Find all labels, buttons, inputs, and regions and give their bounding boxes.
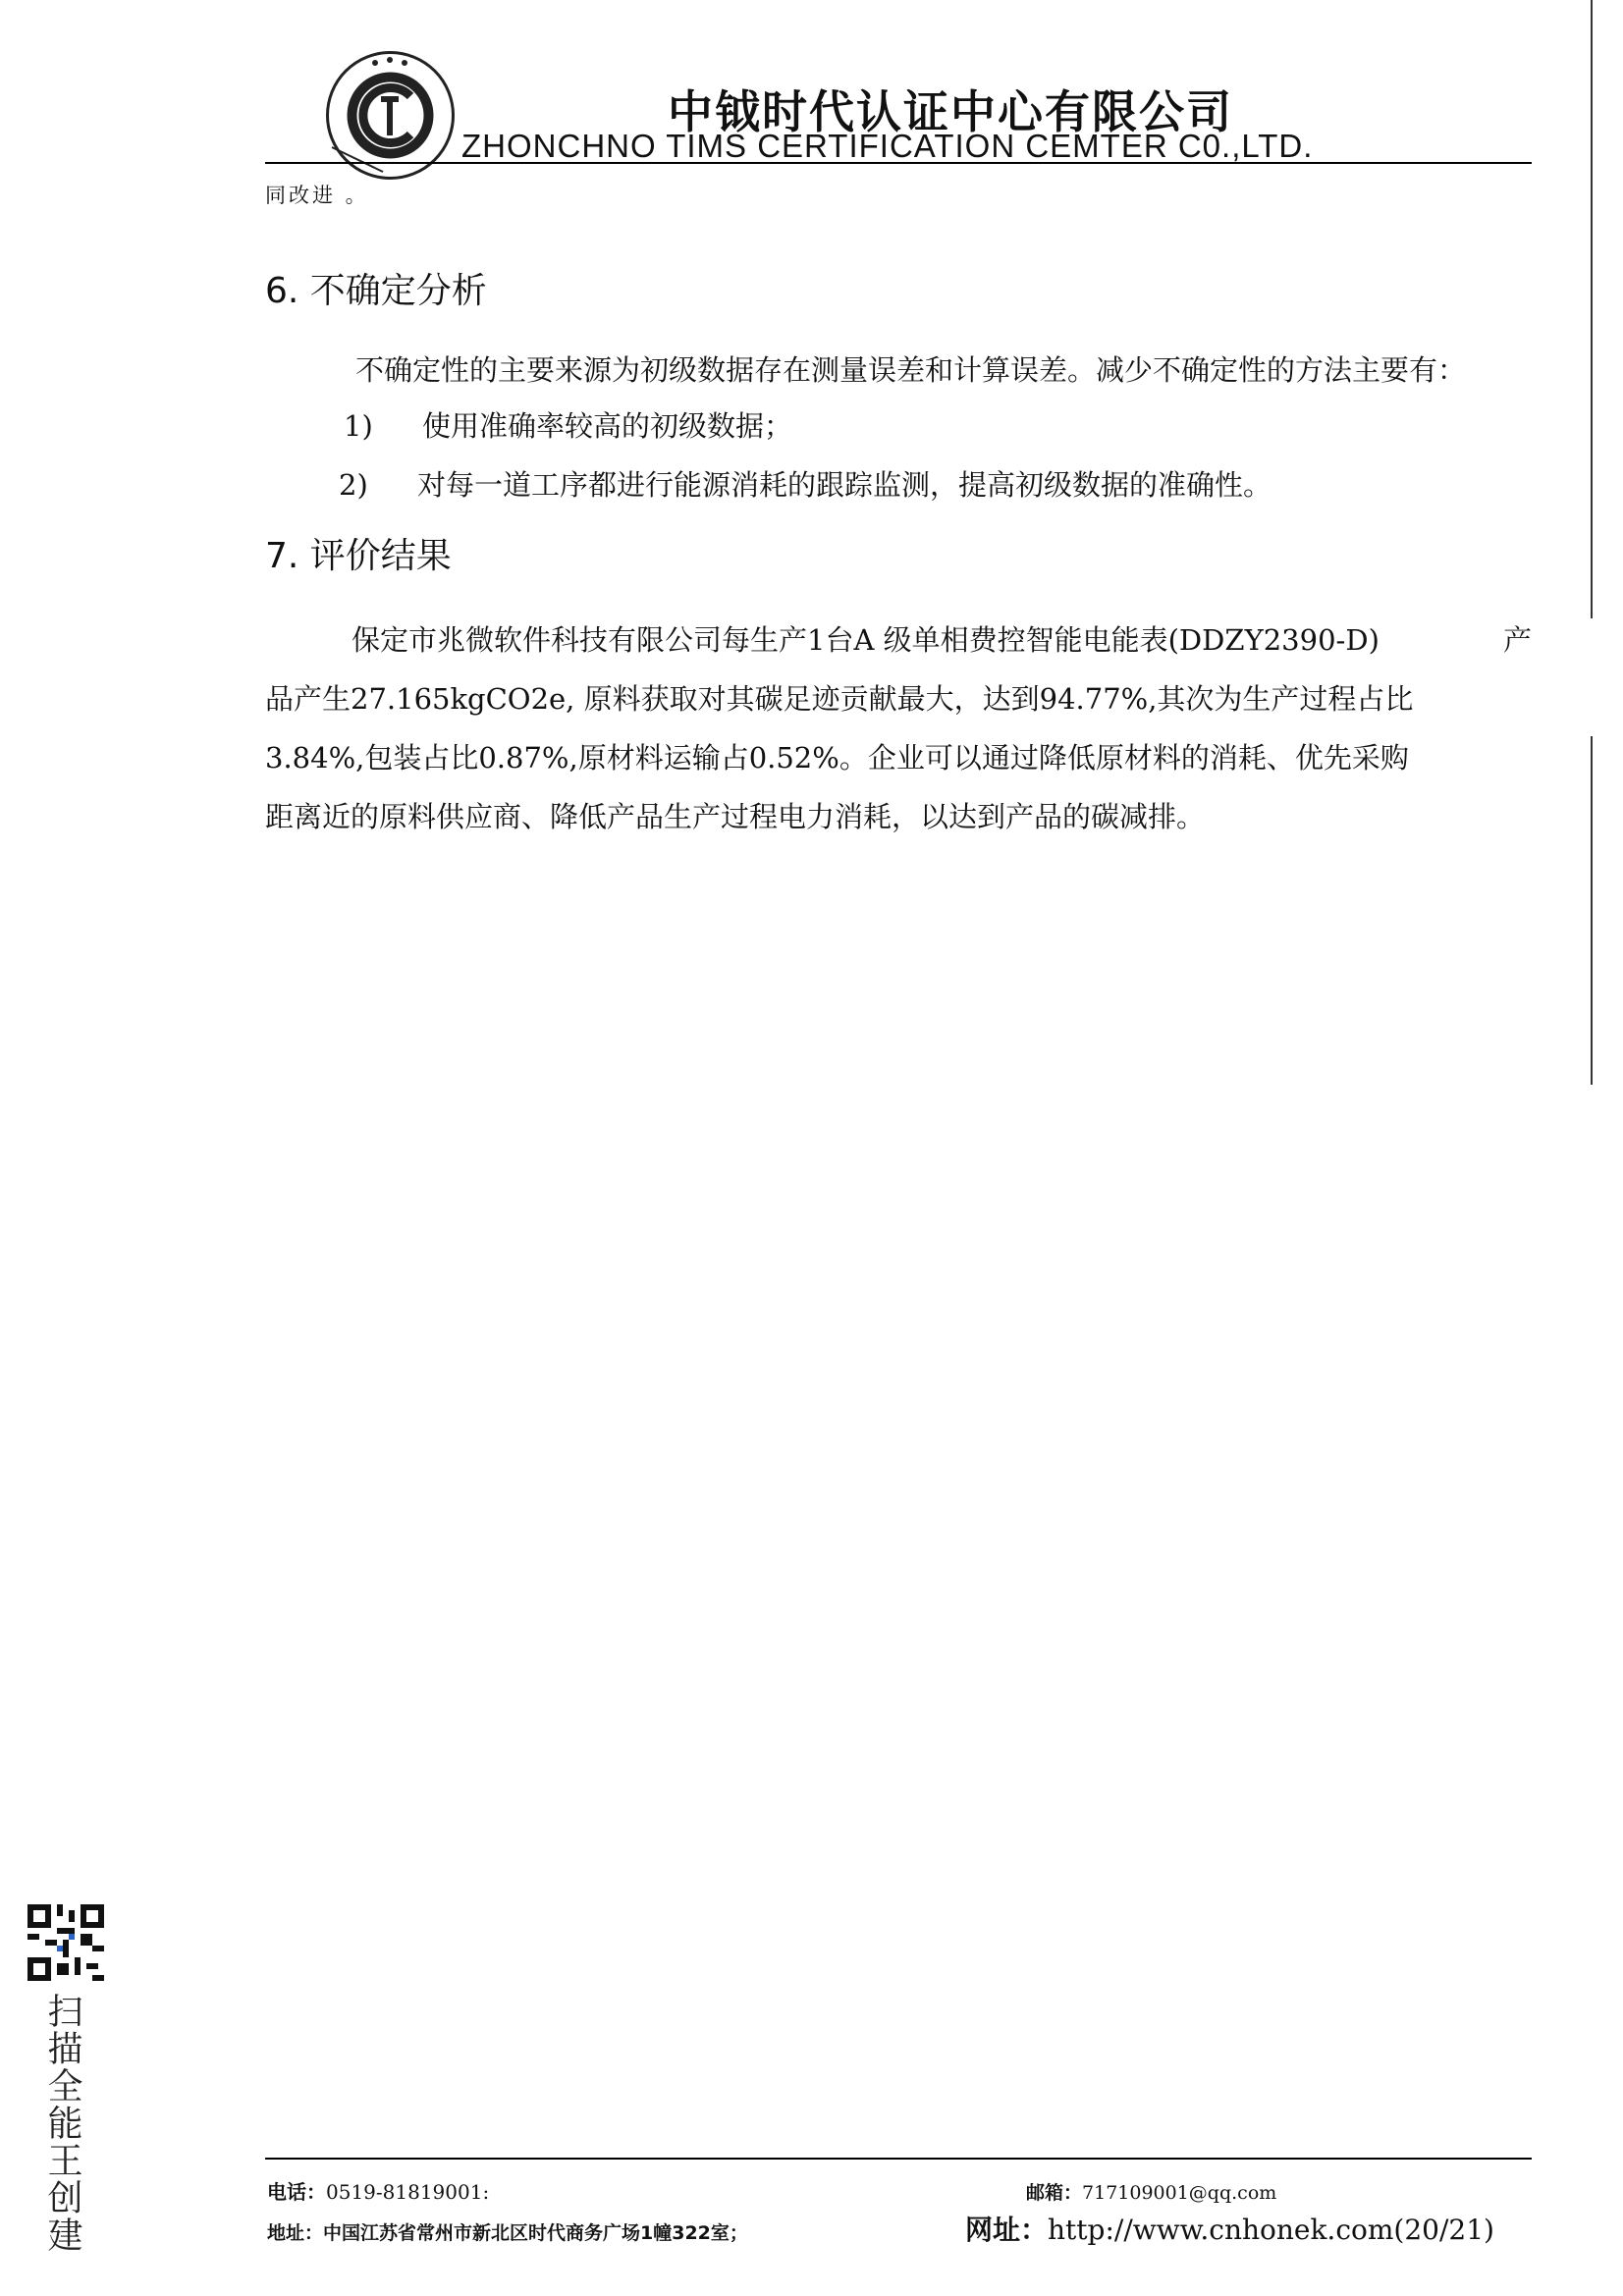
paragraph-line: 距离近的原料供应商、降低产品生产过程电力消耗，以达到产品的碳减排。 — [265, 800, 1206, 833]
margin-line — [1591, 0, 1593, 618]
footer-email — [1026, 2178, 1276, 2205]
footer-website — [965, 2209, 1494, 2248]
company-name-en: ZHONCHNO TIMS CERTIFICATION CEMTER C0.,LTD. — [461, 128, 1314, 164]
list-item-number: 1) — [344, 409, 373, 443]
email-label: 邮箱： — [1026, 2182, 1083, 2204]
paragraph-line-tail: 产 — [1502, 623, 1532, 657]
phone-value: 0519-81819001: — [326, 2180, 490, 2204]
list-item-text: 对每一道工序都进行能源消耗的跟踪监测，提高初级数据的准确性。 — [417, 468, 1272, 502]
paragraph-line: 3.84%,包装占比0.87%,原材料运输占0.52%。企业可以通过降低原材料的消耗、优先采购 — [265, 741, 1409, 774]
section-6-intro: 不确定性的主要来源为初级数据存在测量误差和计算误差。减少不确定性的方法主要有： — [355, 353, 1467, 387]
paragraph-line: 品产生27.165kgCO2e, 原料获取对其碳足迹贡献最大，达到94.77%,其次为生产过程占比 — [265, 682, 1414, 716]
footer-phone — [267, 2176, 489, 2205]
phone-label: 电话： — [267, 2180, 326, 2204]
list-item — [339, 463, 1271, 504]
address-label: 地址： — [267, 2222, 324, 2244]
footer-divider — [265, 2158, 1532, 2160]
address-value: 中国江苏省常州市新北区时代商务广场1幢322室； — [323, 2222, 748, 2244]
list-item-number: 2) — [339, 468, 368, 502]
list-item — [344, 404, 792, 445]
margin-line — [1591, 736, 1593, 1085]
header-divider — [265, 162, 1532, 164]
qr-code — [27, 1904, 104, 1981]
footer-address — [267, 2218, 748, 2245]
website-value[interactable]: http://www.cnhonek.com(20/21) — [1048, 2214, 1494, 2246]
carryover-text: 同改进 。 — [265, 184, 369, 207]
email-value: 717109001@qq.com — [1082, 2182, 1277, 2204]
website-label: 网址： — [965, 2214, 1049, 2246]
paragraph-line — [265, 611, 1532, 669]
list-item-text: 使用准确率较高的初级数据； — [422, 409, 793, 443]
paragraph-line-text: 保定市兆微软件科技有限公司每生产1台A 级单相费控智能电能表(DDZY2390-D) — [352, 623, 1380, 657]
section-7-paragraph — [265, 611, 1532, 846]
qr-caption: 扫描全能王创建 — [42, 1993, 82, 2254]
section-6-title: 6. 不确定分析 — [265, 271, 487, 311]
company-name-cn: 中钺时代认证中心有限公司 — [668, 85, 1233, 138]
section-7-title: 7. 评价结果 — [265, 536, 452, 576]
